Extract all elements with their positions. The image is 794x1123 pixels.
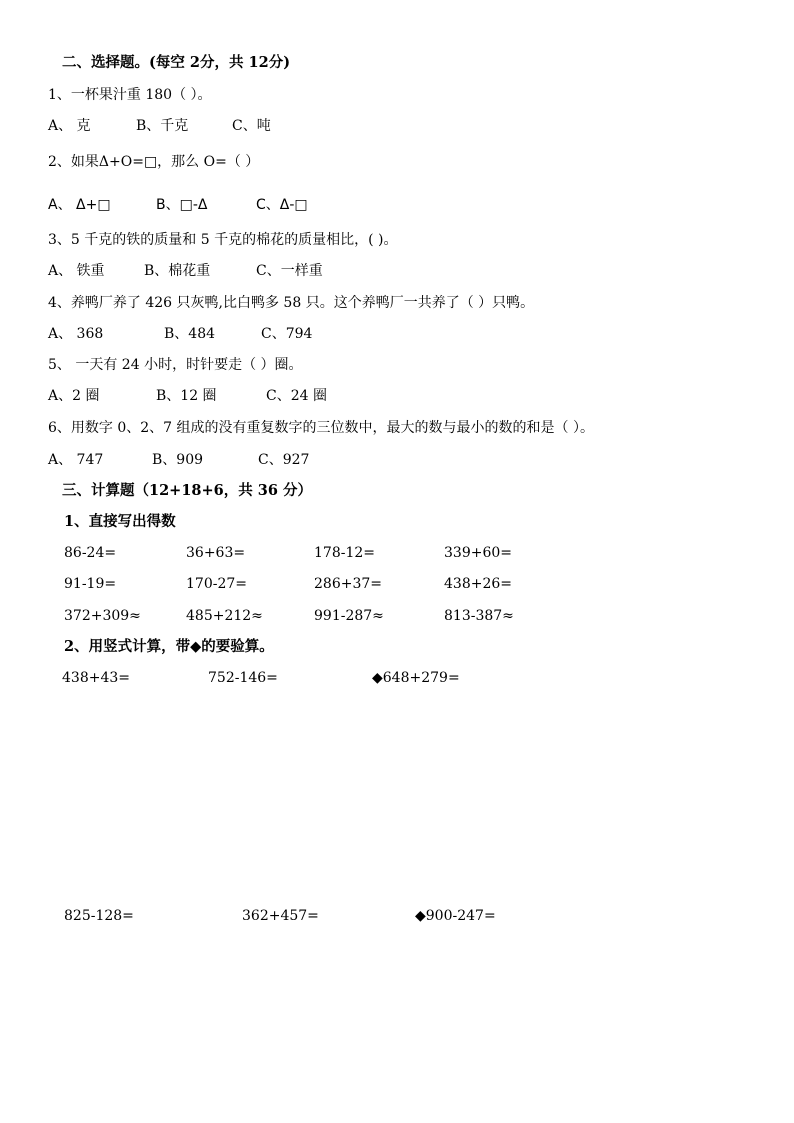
calc-item: 36+63= (186, 545, 246, 561)
calc-item: 86-24= (64, 545, 117, 561)
question-1-stem: 1、一杯果汁重 180（ ）。 (48, 87, 212, 103)
vertical-calc-item: 362+457= (242, 908, 319, 924)
question-3-option-b: B、棉花重 (144, 263, 211, 279)
calc-item: 438+26= (444, 576, 512, 592)
calc-item: 372+309≈ (64, 608, 141, 624)
question-3-option-c: C、一样重 (256, 263, 323, 279)
section-2-heading: 二、选择题。(每空 2分，共 12分) (62, 54, 291, 71)
vertical-calc-item: 825-128= (64, 908, 134, 924)
question-3-option-a: A、 铁重 (48, 263, 105, 279)
part-1-heading: 1、直接写出得数 (64, 513, 176, 530)
calc-item: 91-19= (64, 576, 117, 592)
calc-item: 991-287≈ (314, 608, 384, 624)
question-2-option-a: A、 Δ+□ (48, 197, 111, 213)
vertical-calc-item: ◆900-247= (415, 908, 496, 924)
question-4-option-b: B、484 (164, 326, 216, 342)
calc-item: 339+60= (444, 545, 512, 561)
calc-item: 170-27= (186, 576, 247, 592)
vertical-calc-item: 752-146= (208, 670, 278, 686)
question-2-stem: 2、如果Δ+O=□，那么 O=（ ） (48, 154, 260, 170)
question-2-option-b: B、□-Δ (156, 197, 208, 213)
question-1-option-c: C、吨 (232, 118, 271, 134)
calc-item: 178-12= (314, 545, 375, 561)
question-3-stem: 3、5 千克的铁的质量和 5 千克的棉花的质量相比，( )。 (48, 232, 398, 248)
question-5-option-b: B、12 圈 (156, 388, 217, 404)
question-2-option-c: C、Δ-□ (256, 197, 308, 213)
question-4-stem: 4、养鸭厂养了 426 只灰鸭,比白鸭多 58 只。这个养鸭厂一共养了（ ）只鸭。 (48, 295, 535, 311)
question-6-option-c: C、927 (258, 452, 310, 468)
part-2-heading: 2、用竖式计算，带◆的要验算。 (64, 638, 274, 655)
question-6-stem: 6、用数字 0、2、7 组成的没有重复数字的三位数中，最大的数与最小的数的和是（ ）。 (48, 420, 594, 436)
question-6-option-b: B、909 (152, 452, 204, 468)
question-5-stem: 5、 一天有 24 小时，时针要走（ ）圈。 (48, 357, 303, 373)
question-4-option-a: A、 368 (48, 326, 104, 342)
calc-item: 485+212≈ (186, 608, 263, 624)
question-5-option-c: C、24 圈 (266, 388, 327, 404)
question-6-option-a: A、 747 (48, 452, 104, 468)
calc-item: 286+37= (314, 576, 382, 592)
question-4-option-c: C、794 (261, 326, 313, 342)
vertical-calc-item: ◆648+279= (372, 670, 460, 686)
calc-item: 813-387≈ (444, 608, 514, 624)
question-1-option-a: A、 克 (48, 118, 91, 134)
question-5-option-a: A、2 圈 (48, 388, 100, 404)
vertical-calc-item: 438+43= (62, 670, 130, 686)
question-1-option-b: B、千克 (136, 118, 189, 134)
section-3-heading: 三、计算题（12+18+6，共 36 分） (62, 482, 313, 499)
